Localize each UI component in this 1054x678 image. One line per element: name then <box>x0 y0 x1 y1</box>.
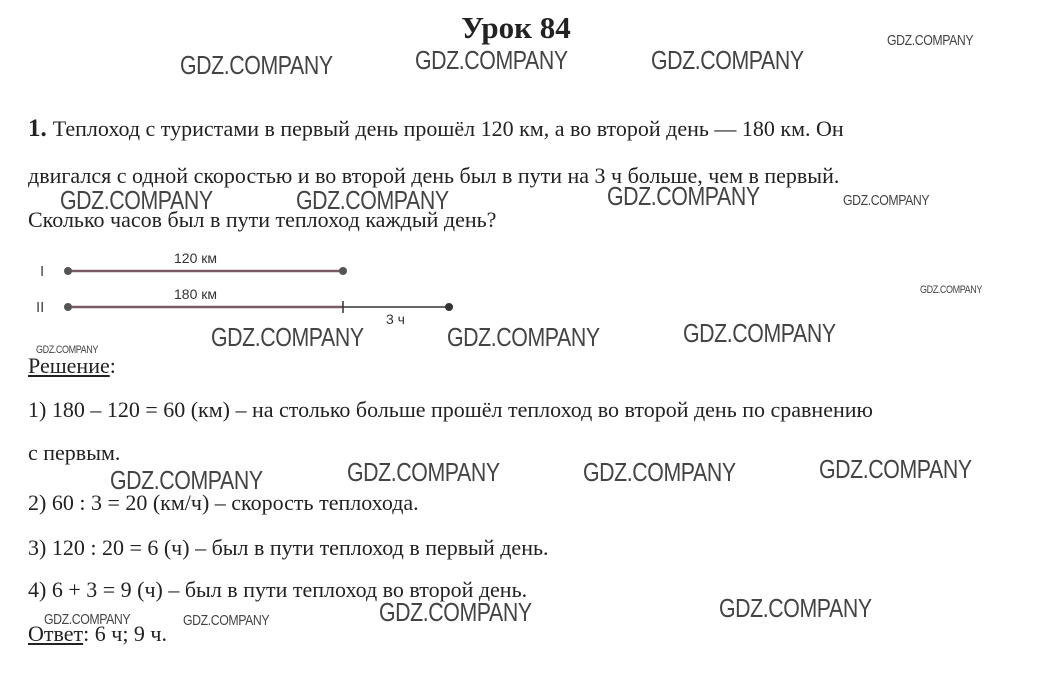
watermark: GDZ.COMPANY <box>379 597 532 627</box>
watermark: GDZ.COMPANY <box>843 192 930 209</box>
watermark: GDZ.COMPANY <box>447 322 600 352</box>
watermark: GDZ.COMPANY <box>110 465 263 495</box>
watermark: GDZ.COMPANY <box>920 284 982 296</box>
task-line-2: двигался с одной скоростью и во второй день был в пути на 3 ч больше, чем в первый. <box>28 163 840 188</box>
watermark: GDZ.COMPANY <box>36 344 98 356</box>
extra-hours-label: 3 ч <box>386 311 405 327</box>
segment-2-label: 180 км <box>174 286 217 302</box>
watermark: GDZ.COMPANY <box>180 50 333 80</box>
watermark: GDZ.COMPANY <box>583 457 736 487</box>
segment-1-start-point <box>64 267 72 275</box>
watermark: GDZ.COMPANY <box>296 185 449 215</box>
task-text-1: Теплоход с туристами в первый день прошёл 120 км, а во второй день — 180 км. Он <box>52 116 844 141</box>
task-line-3: Сколько часов был в пути теплоход каждый день? <box>28 207 497 232</box>
segment-2-start-point <box>64 303 72 311</box>
solution-step-2: 2) 60 : 3 = 20 (км/ч) – скорость теплохода. <box>28 490 419 515</box>
watermark: GDZ.COMPANY <box>651 45 804 75</box>
segment-2-end-point <box>445 303 453 311</box>
answer-text: : 6 ч; 9 ч. <box>83 621 167 646</box>
solution-heading-text: Решение <box>28 353 110 378</box>
watermark: GDZ.COMPANY <box>887 32 974 49</box>
watermark: GDZ.COMPANY <box>719 593 872 623</box>
solution-step-1-line-1: 1) 180 – 120 = 60 (км) – на столько больше прошёл теплоход во второй день по сравнению <box>28 397 873 422</box>
segment-1-end-point <box>339 267 347 275</box>
watermark: GDZ.COMPANY <box>44 611 131 628</box>
task-number: 1. <box>28 115 47 142</box>
watermark: GDZ.COMPANY <box>607 181 760 211</box>
watermark: GDZ.COMPANY <box>415 45 568 75</box>
row-1-label: I <box>40 263 45 280</box>
watermark: GDZ.COMPANY <box>183 612 270 629</box>
segment-1-label: 120 км <box>174 250 217 266</box>
solution-step-4: 4) 6 + 3 = 9 (ч) – был в пути теплоход во второй день. <box>28 577 528 602</box>
solution-heading <box>28 353 116 379</box>
solution-step-1-line-2: с первым. <box>28 440 121 465</box>
lesson-title: Урок 84 <box>461 10 571 45</box>
row-2-label: II <box>36 299 45 316</box>
watermark: GDZ.COMPANY <box>683 318 836 348</box>
watermark: GDZ.COMPANY <box>211 322 364 352</box>
watermark: GDZ.COMPANY <box>819 454 972 484</box>
watermark: GDZ.COMPANY <box>347 457 500 487</box>
answer-heading: Ответ <box>28 621 84 646</box>
solution-step-3: 3) 120 : 20 = 6 (ч) – был в пути теплоход в первый день. <box>28 535 549 560</box>
watermark: GDZ.COMPANY <box>60 185 213 215</box>
solution-heading-colon: : <box>109 353 116 378</box>
